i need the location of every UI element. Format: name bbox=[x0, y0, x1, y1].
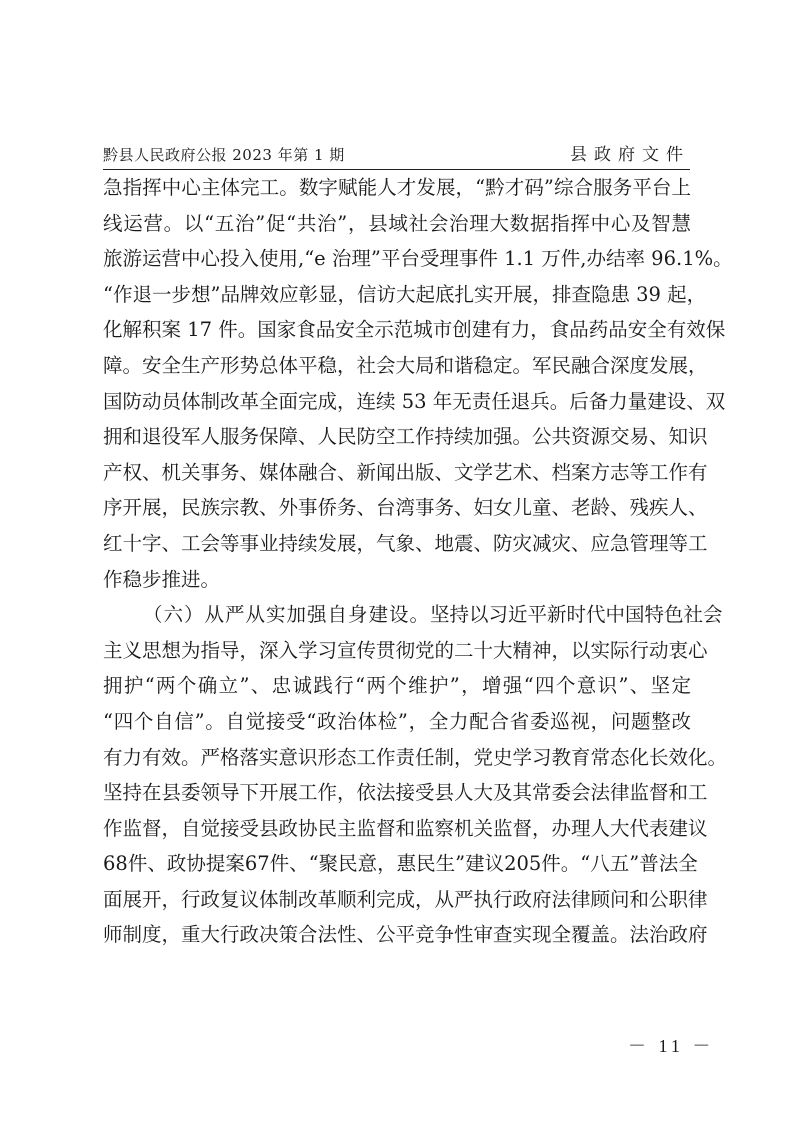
text-line: 产权、机关事务、媒体融合、新闻出版、文学艺术、档案方志等工作有 bbox=[103, 460, 708, 484]
text-line: 主义思想为指导，深入学习宣传贯彻党的二十大精神，以实际行动衷心 bbox=[103, 638, 708, 662]
text-line: 急指挥中心主体完工。数字赋能人才发展，“黔才码”综合服务平台上 bbox=[103, 176, 691, 199]
text-line: 拥护“两个确立”、忠诚践行“两个维护”，增强“四个意识”、坚定 bbox=[103, 674, 691, 698]
text-line: 序开展，民族宗教、外事侨务、台湾事务、妇女儿童、老龄、残疾人、 bbox=[103, 496, 708, 520]
text-line: 线运营。以“五治”促“共治”，县域社会治理大数据指挥中心及智慧 bbox=[103, 211, 691, 235]
text-line: 旅游运营中心投入使用,“e 治理”平台受理事件 1.1 万件,办结率 96.1%。 bbox=[103, 247, 733, 271]
document-body bbox=[103, 170, 733, 953]
text-line: 68件、政协提案67件、“聚民意，惠民生”建议205件。“八五”普法全 bbox=[103, 852, 698, 876]
page-header bbox=[103, 140, 690, 168]
text-line: 作稳步推进。 bbox=[103, 567, 221, 591]
header-publication-title: 黔县人民政府公报 2023 年第 1 期 bbox=[103, 146, 345, 164]
text-line: 拥和退役军人服务保障、人民防空工作持续加强。公共资源交易、知识 bbox=[103, 425, 708, 449]
text-line: 有力有效。严格落实意识形态工作责任制，党史学习教育常态化长效化。 bbox=[103, 745, 728, 769]
text-line: 化解积案 17 件。国家食品安全示范城市创建有力，食品药品安全有效保 bbox=[103, 318, 726, 342]
page-number: － 11 － bbox=[628, 1036, 715, 1056]
section-first-line bbox=[103, 597, 723, 633]
text-line: 坚持在县委领导下开展工作，依法接受县人大及其常委会法律监督和工 bbox=[103, 781, 708, 805]
text-line: 红十字、工会等事业持续发展，气象、地震、防灾减灾、应急管理等工 bbox=[103, 531, 708, 555]
text-line: 面展开，行政复议体制改革顺利完成，从严执行政府法律顾问和公职律 bbox=[103, 887, 708, 911]
text-line: 障。安全生产形势总体平稳，社会大局和谐稳定。军民融合深度发展， bbox=[103, 353, 708, 377]
text-line: 国防动员体制改革全面完成，连续 53 年无责任退兵。后备力量建设、双 bbox=[103, 389, 726, 413]
header-section-title: 县政府文件 bbox=[570, 145, 690, 165]
section-heading: （六）从严从实加强自身建设。 bbox=[143, 603, 431, 627]
section-first-text: 坚持以习近平新时代中国特色社会 bbox=[430, 603, 723, 627]
text-line: “作退一步想”品牌效应彰显，信访大起底扎实开展，排查隐患 39 起， bbox=[103, 282, 707, 306]
text-line: 作监督，自觉接受县政协民主监督和监察机关监督，办理人大代表建议 bbox=[103, 816, 708, 840]
text-line: 师制度，重大行政决策合法性、公平竞争性审查实现全覆盖。法治政府 bbox=[103, 923, 708, 947]
text-line: “四个自信”。自觉接受“政治体检”，全力配合省委巡视，问题整改 bbox=[103, 709, 691, 733]
